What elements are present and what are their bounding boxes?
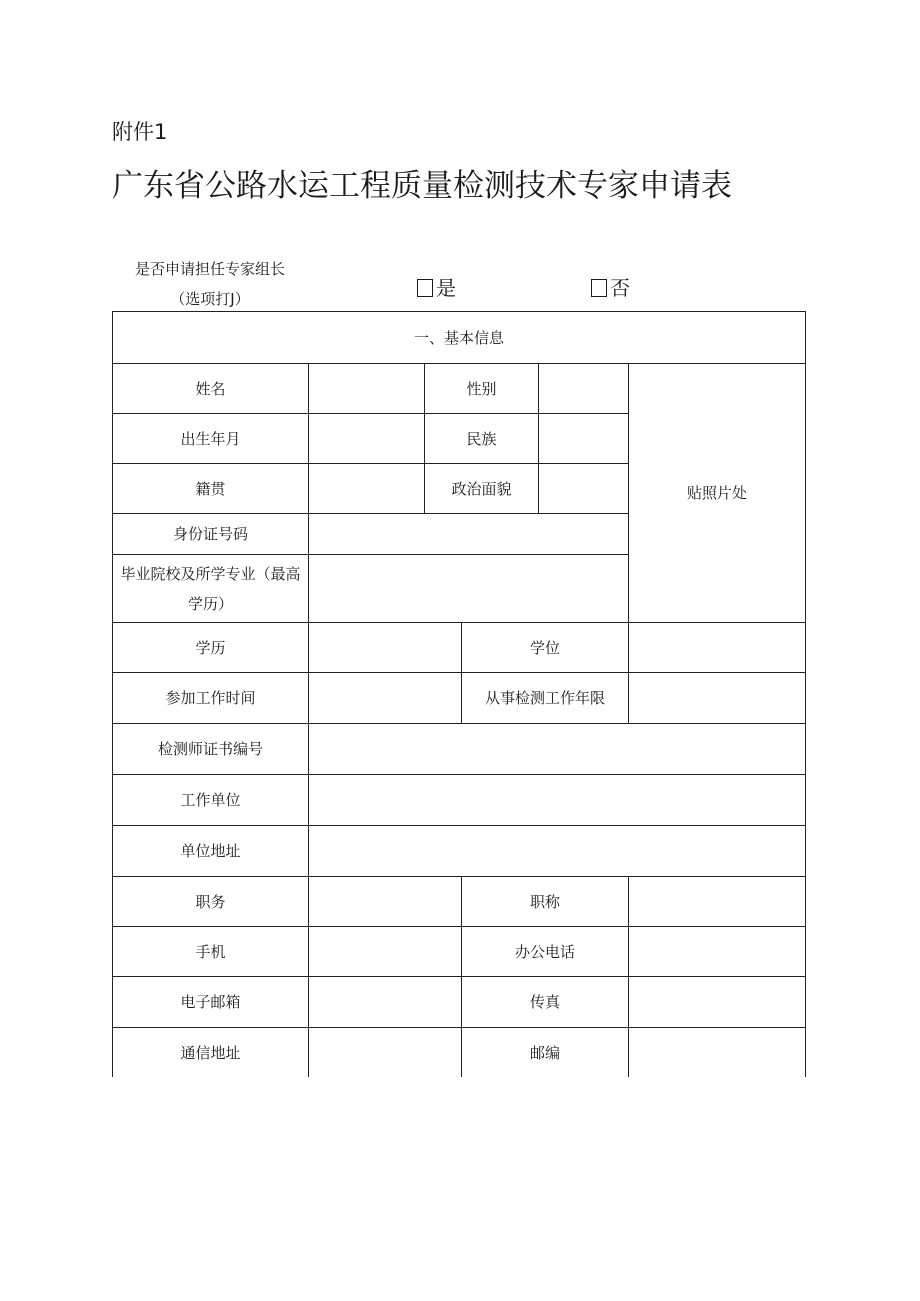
postcode-label-cell bbox=[461, 1027, 628, 1077]
degree-label-cell bbox=[461, 622, 628, 672]
birth-date-label-cell bbox=[112, 413, 308, 463]
degree-label: 学位 bbox=[529, 638, 560, 657]
certificate-no-label-cell bbox=[112, 723, 308, 774]
office-phone-label: 办公电话 bbox=[514, 942, 575, 961]
leader-option-no[interactable] bbox=[591, 272, 630, 301]
testing-years-field[interactable] bbox=[628, 672, 806, 723]
fax-label: 传真 bbox=[529, 993, 560, 1011]
photo-area[interactable] bbox=[628, 363, 806, 622]
mobile-label: 手机 bbox=[195, 942, 226, 961]
employer-label-cell bbox=[112, 774, 308, 825]
work-start-label-cell bbox=[112, 672, 308, 723]
checkbox-icon[interactable] bbox=[417, 279, 433, 297]
graduate-school-field[interactable] bbox=[308, 554, 628, 622]
name-field[interactable] bbox=[308, 363, 424, 413]
fax-label-cell bbox=[461, 976, 628, 1027]
mobile-label-cell bbox=[112, 926, 308, 976]
mobile-field[interactable] bbox=[308, 926, 461, 976]
title-label: 职称 bbox=[529, 892, 560, 911]
native-place-label: 籍贯 bbox=[195, 479, 226, 498]
education-field[interactable] bbox=[308, 622, 461, 672]
section-title-cell bbox=[112, 311, 806, 363]
name-label-cell bbox=[112, 363, 308, 413]
title-field[interactable] bbox=[628, 876, 806, 926]
title-label-cell bbox=[461, 876, 628, 926]
graduate-school-label-cell bbox=[112, 554, 308, 622]
political-status-label: 政治面貌 bbox=[451, 479, 512, 498]
ethnicity-field[interactable] bbox=[538, 413, 628, 463]
office-phone-field[interactable] bbox=[628, 926, 806, 976]
certificate-no-field[interactable] bbox=[308, 723, 806, 774]
native-place-field[interactable] bbox=[308, 463, 424, 513]
email-label-cell bbox=[112, 976, 308, 1027]
fax-field[interactable] bbox=[628, 976, 806, 1027]
email-label: 电子邮箱 bbox=[180, 993, 241, 1011]
id-number-field[interactable] bbox=[308, 513, 628, 554]
ethnicity-label-cell bbox=[424, 413, 538, 463]
employer-label: 工作单位 bbox=[180, 791, 241, 809]
education-label: 学历 bbox=[195, 638, 226, 657]
leader-question-line2: （选项打J） bbox=[170, 290, 250, 308]
name-label: 姓名 bbox=[195, 379, 226, 398]
office-phone-label-cell bbox=[461, 926, 628, 976]
mailing-address-label-cell bbox=[112, 1027, 308, 1077]
email-field[interactable] bbox=[308, 976, 461, 1027]
gender-label: 性别 bbox=[466, 379, 497, 398]
id-number-label-cell bbox=[112, 513, 308, 554]
employer-address-label-cell bbox=[112, 825, 308, 876]
education-label-cell bbox=[112, 622, 308, 672]
ethnicity-label: 民族 bbox=[466, 429, 497, 448]
employer-address-field[interactable] bbox=[308, 825, 806, 876]
photo-area-label: 贴照片处 bbox=[686, 484, 747, 502]
option-yes-label: 是 bbox=[436, 276, 456, 300]
leader-question bbox=[112, 254, 308, 314]
employer-field[interactable] bbox=[308, 774, 806, 825]
graduate-school-label: 毕业院校及所学专业（最高学历） bbox=[120, 564, 301, 613]
employer-address-label: 单位地址 bbox=[180, 842, 241, 860]
leader-option-yes[interactable] bbox=[417, 272, 456, 301]
testing-years-label-cell bbox=[461, 672, 628, 723]
degree-field[interactable] bbox=[628, 622, 806, 672]
birth-date-field[interactable] bbox=[308, 413, 424, 463]
mailing-address-label: 通信地址 bbox=[180, 1043, 241, 1062]
certificate-no-label: 检测师证书编号 bbox=[157, 740, 263, 758]
document-title: 广东省公路水运工程质量检测技术专家申请表 bbox=[112, 168, 732, 204]
id-number-label: 身份证号码 bbox=[172, 525, 248, 543]
gender-label-cell bbox=[424, 363, 538, 413]
gender-field[interactable] bbox=[538, 363, 628, 413]
position-label-cell bbox=[112, 876, 308, 926]
attachment-label: 附件1 bbox=[112, 120, 168, 144]
work-start-label: 参加工作时间 bbox=[165, 689, 256, 707]
leader-question-line1: 是否申请担任专家组长 bbox=[134, 260, 285, 278]
position-label: 职务 bbox=[195, 892, 226, 911]
mailing-address-field[interactable] bbox=[308, 1027, 461, 1077]
postcode-field[interactable] bbox=[628, 1027, 806, 1077]
section-title: 一、基本信息 bbox=[413, 328, 504, 347]
postcode-label: 邮编 bbox=[529, 1043, 560, 1062]
option-no-label: 否 bbox=[610, 276, 630, 300]
native-place-label-cell bbox=[112, 463, 308, 513]
political-status-field[interactable] bbox=[538, 463, 628, 513]
work-start-field[interactable] bbox=[308, 672, 461, 723]
position-field[interactable] bbox=[308, 876, 461, 926]
testing-years-label: 从事检测工作年限 bbox=[484, 689, 605, 707]
political-status-label-cell bbox=[424, 463, 538, 513]
checkbox-icon[interactable] bbox=[591, 279, 607, 297]
birth-date-label: 出生年月 bbox=[180, 429, 241, 448]
application-form bbox=[112, 311, 806, 1077]
